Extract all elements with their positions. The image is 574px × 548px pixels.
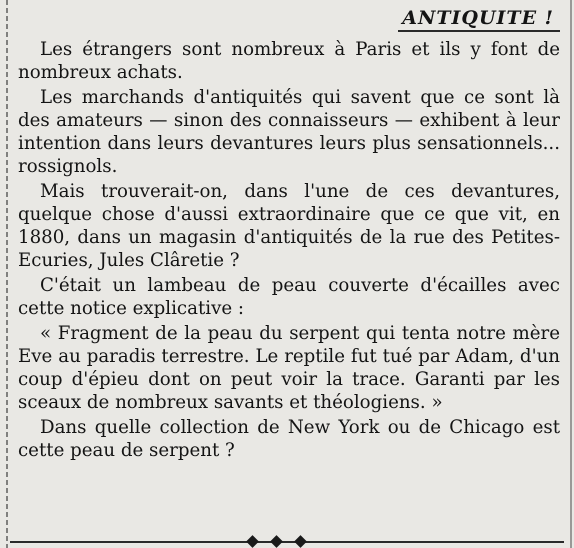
bottom-ornament-rule [10,536,564,546]
ornament-diamond [246,535,259,548]
ornament-diamond [294,535,307,548]
paragraph-5: « Fragment de la peau du serpent qui tenta notre mère Eve au paradis terrestre. Le reptile fut tué par Adam, d'un coup d'épieu dont on peut voir la trace. Garanti par les sceaux de nombreux savants et théologiens. » [18,323,560,413]
ornament-line [10,541,564,543]
left-column-rule [6,0,8,548]
article-title: ANTIQUITE ! [398,6,560,32]
right-column-rule [570,0,572,548]
paragraph-3: Mais trouverait-on, dans l'une de ces devantures, quelque chose d'aussi extraordinaire que ce que vit, en 1880, dans un magasin d'antiquités de la rue des Petites-Ecuries, Jules Clâretie ? [18,181,560,271]
paragraph-6: Dans quelle collection de New York ou de Chicago est cette peau de serpent ? [18,417,560,461]
paragraph-1: Les étrangers sont nombreux à Paris et ils y font de nombreux achats. [18,39,560,83]
paragraph-2: Les marchands d'antiquités qui savent que ce sont là des amateurs — sinon des connaisseurs — exhibent à leur intention dans leurs devantures leurs plus sensationnels... rossignols. [18,87,560,177]
ornament-diamond [270,535,283,548]
paragraph-4: C'était un lambeau de peau couverte d'écailles avec cette notice explicative : [18,275,560,319]
